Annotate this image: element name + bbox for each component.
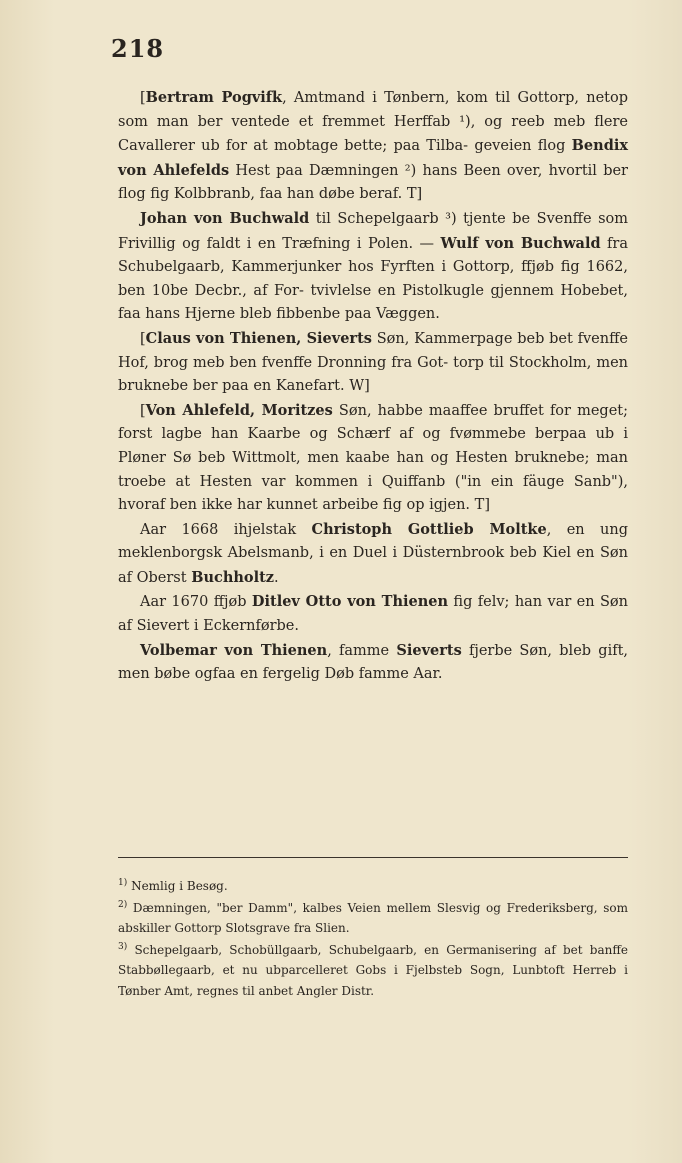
person-name: Johan von Buchwald (140, 209, 310, 227)
person-name: Volbemar von Thienen (140, 641, 328, 659)
person-name: Buchholtz (191, 568, 275, 586)
text-run: Søn, Kammerpage beb bet fvenffe Hof, brog meb ben fvenffe Dronning fra Got- torp til Stockholm, men bruknebe ber paa en Kanefart. W] (118, 330, 628, 395)
paragraph (118, 86, 628, 207)
person-name: Bertram Pogvifk (145, 89, 283, 106)
person-name: Ditlev Otto von Thienen (251, 593, 449, 611)
text-run: Aar 1670 ffjøb (140, 594, 252, 611)
footnote-text: Dæmningen, "ber Damm", kalbes Veien mellem Slesvig og Frederiksberg, som abskiller Gottorp Slotsgrave fra Slien. (118, 900, 628, 935)
footnote-text: Schepelgaarb, Schobüllgaarb, Schubelgaarb, en Germanisering af bet banffe Stabbøllegaarb, et nu ubparcelleret Gobs i Fjelbsteb Sogn, Lunbtoft Herreb i Tønber Amt, regnes til anbet Angler Distr. (118, 942, 628, 998)
footnote-divider (118, 857, 628, 858)
person-name: Wulf von Buchwald (440, 234, 601, 252)
paragraph (118, 639, 628, 687)
footnote-text: Nemlig i Besøg. (127, 879, 228, 893)
text-run: Aar 1668 ihjelstak (140, 521, 312, 538)
person-name: Von Ahlefeld, Moritzes (145, 401, 333, 419)
text-run: [ (140, 402, 146, 419)
text-run: fjerbe Søn, bleb gift, men bøbe ogfaa en fergelig Døb famme Aar. (118, 642, 629, 683)
footnote-marker: 3) (118, 941, 128, 952)
person-name: Sieverts (396, 641, 462, 659)
text-run: , Amtmand i Tønbern, kom til Gottorp, netop som man ber ventede et fremmet Herffab ¹), og reeb meb flere Cavallerer ub for at mobtage bette; paa Tilba- geveien flog (118, 90, 628, 155)
text-run: fig felv; han var en Søn af Sievert i Eckernførbe. (118, 594, 628, 635)
page-number: 218 (111, 34, 165, 63)
text-run: [ (140, 90, 146, 106)
text-run: , en ung meklenborgsk Abelsmanb, i en Duel i Düsternbrook beb Kiel en Søn af Oberst (118, 521, 628, 586)
main-text (118, 86, 628, 687)
text-run: fra Schubelgaarb, Kammerjunker hos Fyrften i Gottorp, ffjøb fig 1662, ben 10be Decbr., af For- tvivlelse en Pistolkugle gjennem Hobebet, faa hans Hjerne bleb fibbenbe paa Væggen. (118, 235, 628, 323)
paragraph (118, 207, 628, 327)
footnotes (118, 876, 628, 1002)
text-run: Søn, habbe maaffee bruffet for meget; forst lagbe han Kaarbe og Schærf af og fvømmebe berpaa ub i Pløner Sø beb Wittmolt, men kaabe han og Hesten bruknebe; man troebe at Hesten var kommen i Quiffanb ("in ein fäuge Sanb"), hvoraf ben ikke har kunnet arbeibe fig op igjen. T] (118, 402, 628, 514)
footnote (118, 876, 628, 897)
paragraph (118, 590, 628, 638)
paragraph (118, 518, 628, 591)
text-run: . (274, 569, 279, 586)
footnote-marker: 2) (118, 899, 128, 910)
text-run: til Schepelgaarb ³) tjente be Svenffe som Frivillig og faldt i en Træfning i Polen. — (118, 210, 628, 252)
paragraph (118, 327, 628, 399)
text-run: Hest paa Dæmningen ²) hans Been over, hvortil ber flog fig Kolbbranb, faa han døbe beraf. T] (118, 162, 628, 203)
person-name: Claus von Thienen, Sieverts (145, 329, 372, 347)
person-name: Christoph Gottlieb Moltke (311, 520, 547, 538)
footnote-marker: 1) (118, 878, 128, 888)
paragraph (118, 399, 628, 518)
footnote (118, 940, 628, 1002)
person-name: Bendix von Ahlefelds (118, 137, 628, 179)
text-run: [ (140, 330, 146, 347)
footnote (118, 898, 628, 939)
text-run: , famme (327, 642, 397, 659)
